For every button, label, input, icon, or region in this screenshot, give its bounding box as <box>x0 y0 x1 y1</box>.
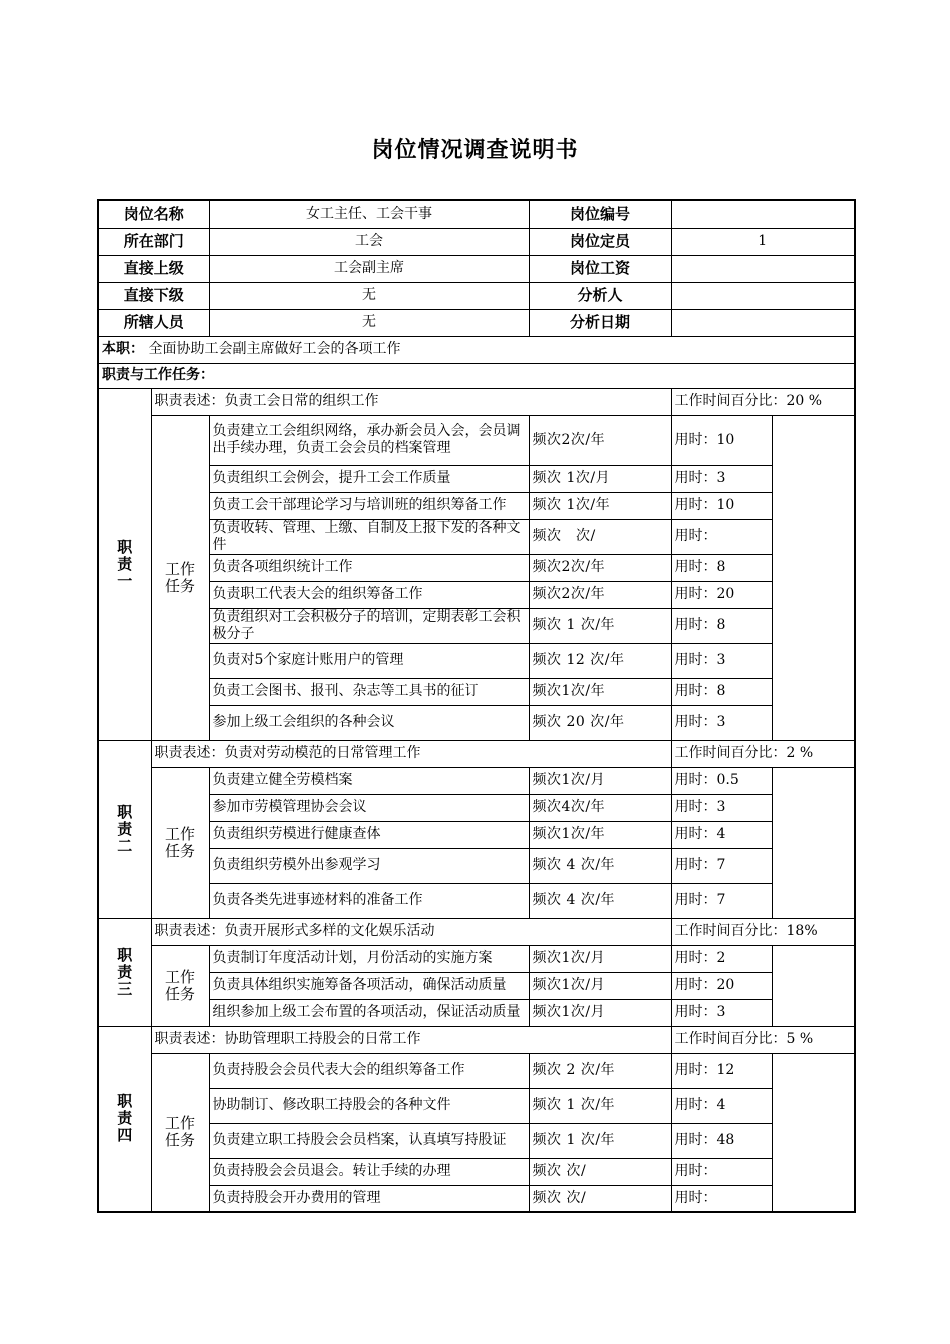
document-title: 岗位情况调查说明书 <box>371 138 579 163</box>
task-row <box>98 1185 855 1212</box>
task-frequency: 频次1次/年 <box>529 821 671 848</box>
task-text: 负责具体组织实施筹备各项活动，确保活动质量 <box>209 972 529 999</box>
task-frequency: 频次 1 次/年 <box>529 608 671 643</box>
task-text: 协助制订、修改职工持股会的各种文件 <box>209 1088 529 1123</box>
task-text: 负责持股会开办费用的管理 <box>209 1185 529 1212</box>
info-row-managed <box>98 309 855 336</box>
task-time: 用时：7 <box>671 848 772 883</box>
task-row <box>98 705 855 740</box>
info-row-subordinate <box>98 282 855 309</box>
duty-description: 职责表述：负责工会日常的组织工作 <box>151 388 671 415</box>
task-text: 负责各类先进事迹材料的准备工作 <box>209 883 529 918</box>
task-frequency: 频次 1 次/年 <box>529 1088 671 1123</box>
duty-time-percent: 工作时间百分比：20 % <box>671 388 855 415</box>
salary-label: 岗位工资 <box>529 255 671 282</box>
position-code-value <box>671 200 855 228</box>
task-row <box>98 821 855 848</box>
task-row <box>98 554 855 581</box>
task-row <box>98 415 855 465</box>
task-text: 负责各项组织统计工作 <box>209 554 529 581</box>
analyst-label: 分析人 <box>529 282 671 309</box>
task-row <box>98 581 855 608</box>
task-text: 负责制订年度活动计划，月份活动的实施方案 <box>209 945 529 972</box>
task-frequency: 频次 1次/月 <box>529 465 671 492</box>
task-text: 负责组织对工会积极分子的培训，定期表彰工会积极分子 <box>209 608 529 643</box>
task-frequency: 频次1次/月 <box>529 972 671 999</box>
analysis-date-value <box>671 309 855 336</box>
duty-name: 职责四 <box>98 1026 151 1212</box>
task-frequency: 频次 20 次/年 <box>529 705 671 740</box>
salary-value <box>671 255 855 282</box>
managed-staff-value: 无 <box>209 309 529 336</box>
analysis-date-label: 分析日期 <box>529 309 671 336</box>
task-time: 用时：0.5 <box>671 767 772 794</box>
task-text: 负责组织劳模外出参观学习 <box>209 848 529 883</box>
duty-desc-row <box>98 918 855 945</box>
main-duty-text: 全面协助工会副主席做好工会的各项工作 <box>148 341 401 357</box>
task-frequency: 频次1次/月 <box>529 767 671 794</box>
task-time: 用时： <box>671 1158 772 1185</box>
task-text: 负责建立工会组织网络，承办新会员入会，会员调出手续办理，负责工会会员的档案管理 <box>209 415 529 465</box>
task-frequency: 频次1次/年 <box>529 678 671 705</box>
task-row <box>98 972 855 999</box>
task-row <box>98 643 855 678</box>
task-frequency: 频次 1 次/年 <box>529 1123 671 1158</box>
duty-name: 职责一 <box>98 388 151 740</box>
task-row <box>98 608 855 643</box>
task-time: 用时：3 <box>671 643 772 678</box>
task-time: 用时：3 <box>671 465 772 492</box>
department-label: 所在部门 <box>98 228 209 255</box>
task-row <box>98 519 855 554</box>
task-time: 用时：12 <box>671 1053 772 1088</box>
task-frequency: 频次 4 次/年 <box>529 848 671 883</box>
task-frequency: 频次 12 次/年 <box>529 643 671 678</box>
task-row <box>98 794 855 821</box>
task-row <box>98 678 855 705</box>
task-text: 负责工会干部理论学习与培训班的组织筹备工作 <box>209 492 529 519</box>
staffing-value: 1 <box>671 228 855 255</box>
job-survey-table <box>97 199 856 1213</box>
task-time: 用时：3 <box>671 705 772 740</box>
duties-header-row <box>98 363 855 388</box>
task-row <box>98 465 855 492</box>
task-frequency: 频次 次/ <box>529 519 671 554</box>
subordinate-value: 无 <box>209 282 529 309</box>
task-row <box>98 1088 855 1123</box>
duty-name: 职责三 <box>98 918 151 1026</box>
task-frequency: 频次2次/年 <box>529 554 671 581</box>
task-frequency: 频次2次/年 <box>529 415 671 465</box>
duty-description: 职责表述：负责开展形式多样的文化娱乐活动 <box>151 918 671 945</box>
task-text: 负责收转、管理、上缴、自制及上报下发的各种文件 <box>209 519 529 554</box>
info-row-dept <box>98 228 855 255</box>
task-time: 用时：7 <box>671 883 772 918</box>
task-text: 组织参加上级工会布置的各项活动，保证活动质量 <box>209 999 529 1026</box>
task-row <box>98 848 855 883</box>
duty-desc-row <box>98 388 855 415</box>
task-row <box>98 945 855 972</box>
task-row <box>98 1053 855 1088</box>
duty-time-percent: 工作时间百分比：5 % <box>671 1026 855 1053</box>
duties-header: 职责与工作任务： <box>98 363 855 388</box>
task-time: 用时：20 <box>671 581 772 608</box>
task-label: 工作任务 <box>151 415 209 740</box>
managed-staff-label: 所辖人员 <box>98 309 209 336</box>
task-time: 用时：8 <box>671 678 772 705</box>
task-frequency: 频次4次/年 <box>529 794 671 821</box>
duty-description: 职责表述：协助管理职工持股会的日常工作 <box>151 1026 671 1053</box>
task-frequency: 频次1次/月 <box>529 999 671 1026</box>
analyst-value <box>671 282 855 309</box>
task-text: 参加市劳模管理协会会议 <box>209 794 529 821</box>
main-duty-label: 本职： <box>102 341 144 357</box>
task-time: 用时：48 <box>671 1123 772 1158</box>
task-time: 用时： <box>671 1185 772 1212</box>
task-time: 用时： <box>671 519 772 554</box>
task-time: 用时：20 <box>671 972 772 999</box>
task-time: 用时：3 <box>671 794 772 821</box>
task-text: 负责组织劳模进行健康查体 <box>209 821 529 848</box>
task-label: 工作任务 <box>151 945 209 1026</box>
task-frequency: 频次 次/ <box>529 1185 671 1212</box>
task-row <box>98 1158 855 1185</box>
task-time: 用时：2 <box>671 945 772 972</box>
task-row <box>98 999 855 1026</box>
info-row-superior <box>98 255 855 282</box>
task-time: 用时：10 <box>671 492 772 519</box>
duty-description: 职责表述：负责对劳动模范的日常管理工作 <box>151 740 671 767</box>
task-text: 负责建立职工持股会会员档案，认真填写持股证 <box>209 1123 529 1158</box>
task-time: 用时：4 <box>671 821 772 848</box>
task-label: 工作任务 <box>151 1053 209 1212</box>
task-time: 用时：3 <box>671 999 772 1026</box>
task-frequency: 频次 4 次/年 <box>529 883 671 918</box>
department-value: 工会 <box>209 228 529 255</box>
task-row <box>98 1123 855 1158</box>
task-frequency: 频次 次/ <box>529 1158 671 1185</box>
task-text: 参加上级工会组织的各种会议 <box>209 705 529 740</box>
duty-time-percent: 工作时间百分比：18% <box>671 918 855 945</box>
task-text: 负责持股会会员退会。转让手续的办理 <box>209 1158 529 1185</box>
superior-label: 直接上级 <box>98 255 209 282</box>
task-time: 用时：8 <box>671 554 772 581</box>
info-row-name <box>98 200 855 228</box>
task-row <box>98 883 855 918</box>
task-text: 负责建立健全劳模档案 <box>209 767 529 794</box>
task-row <box>98 492 855 519</box>
duty-desc-row <box>98 740 855 767</box>
staffing-label: 岗位定员 <box>529 228 671 255</box>
main-duty-cell <box>98 336 855 363</box>
duty-time-percent: 工作时间百分比：2 % <box>671 740 855 767</box>
task-time: 用时：10 <box>671 415 772 465</box>
task-row <box>98 767 855 794</box>
position-name-value: 女工主任、工会干事 <box>209 200 529 228</box>
task-text: 负责职工代表大会的组织筹备工作 <box>209 581 529 608</box>
task-frequency: 频次1次/月 <box>529 945 671 972</box>
task-label: 工作任务 <box>151 767 209 918</box>
main-duty-row <box>98 336 855 363</box>
task-frequency: 频次2次/年 <box>529 581 671 608</box>
task-frequency: 频次 1次/年 <box>529 492 671 519</box>
task-text: 负责组织工会例会，提升工会工作质量 <box>209 465 529 492</box>
task-text: 负责对5个家庭计账用户的管理 <box>209 643 529 678</box>
task-time: 用时：8 <box>671 608 772 643</box>
task-time: 用时：4 <box>671 1088 772 1123</box>
position-name-label: 岗位名称 <box>98 200 209 228</box>
task-frequency: 频次 2 次/年 <box>529 1053 671 1088</box>
task-text: 负责工会图书、报刊、杂志等工具书的征订 <box>209 678 529 705</box>
task-text: 负责持股会会员代表大会的组织筹备工作 <box>209 1053 529 1088</box>
subordinate-label: 直接下级 <box>98 282 209 309</box>
duty-desc-row <box>98 1026 855 1053</box>
superior-value: 工会副主席 <box>209 255 529 282</box>
duty-name: 职责二 <box>98 740 151 918</box>
position-code-label: 岗位编号 <box>529 200 671 228</box>
